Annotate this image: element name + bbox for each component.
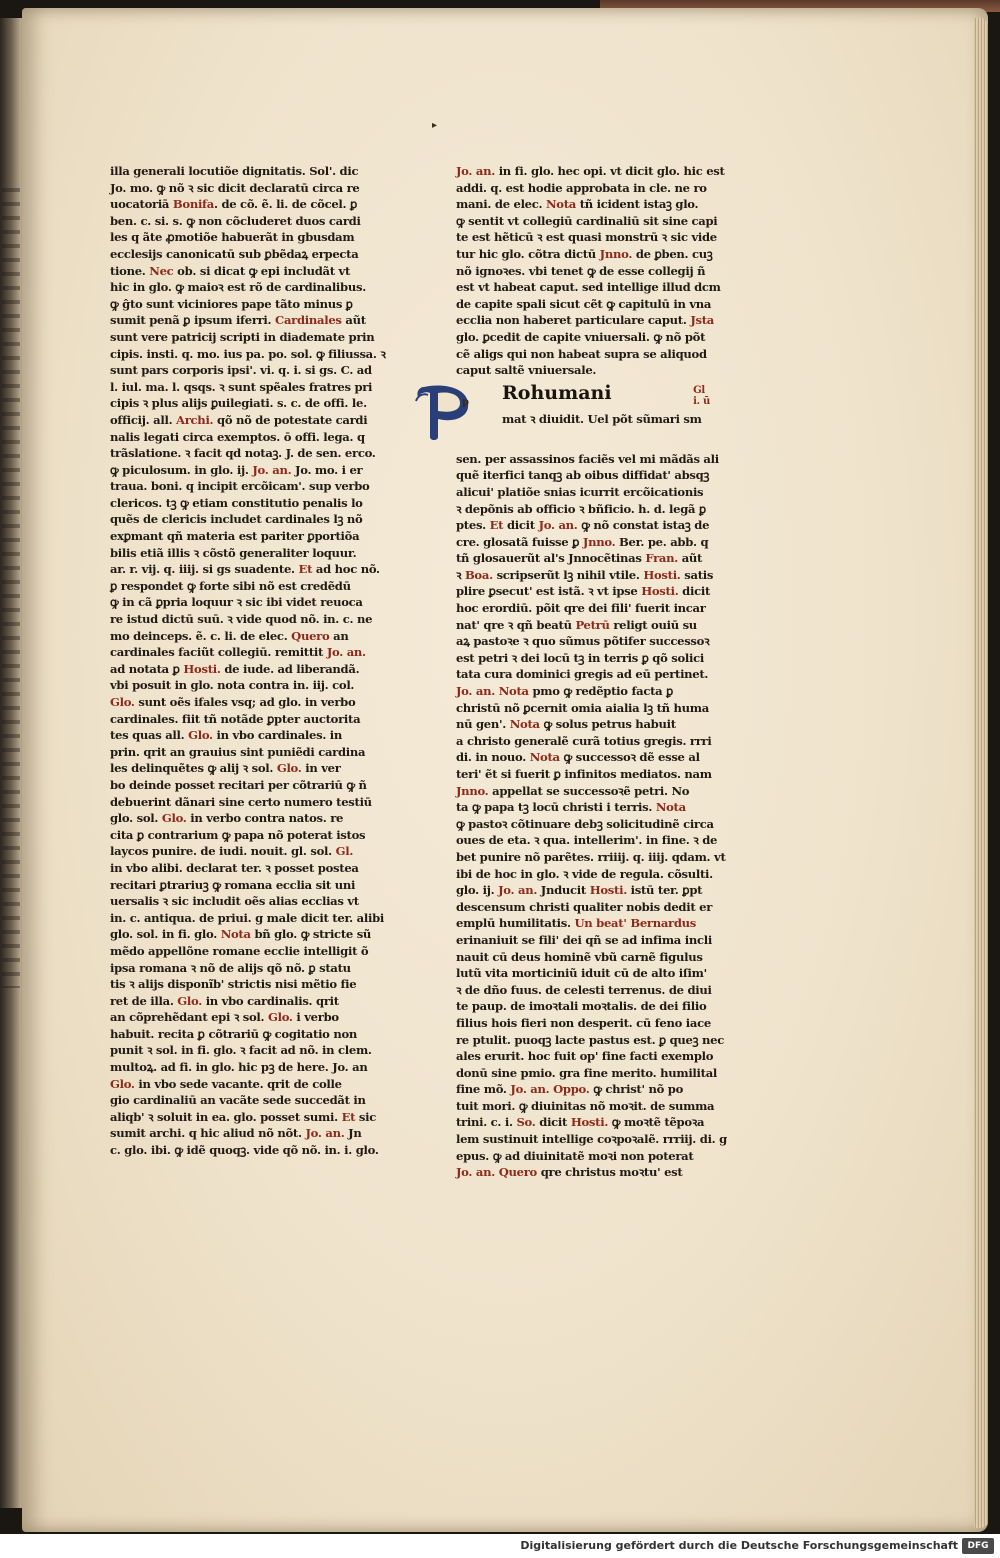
left-page-text-fragment <box>2 188 20 988</box>
text-line: sumit penã ꝑ ipsum iferri. Cardinales aũt <box>110 313 366 328</box>
dfg-logo-icon: DFG <box>962 1538 994 1554</box>
text-line: ta ꝙ papa tꝫ locū christi i terris. Nota <box>456 800 686 815</box>
text-line: debuerint dãnari sine certo numero testiū <box>110 794 372 809</box>
text-line: cipis ꝛ plus alijs ꝑuilegiati. s. c. de offi. le. <box>110 396 367 411</box>
text-line: a christo generalẽ curã totius gregis. rrri <box>456 733 712 748</box>
text-line: glo. sol. in fi. glo. Nota bñ glo. ꝙ stricte sũ <box>110 927 372 942</box>
footer-credit: Digitalisierung gefördert durch die Deutsche Forschungsgemeinschaft <box>520 1539 958 1552</box>
text-line: an cõprehẽdant epi ꝛ sol. Glo. i verbo <box>110 1010 339 1025</box>
small-mark: ▸ <box>432 120 438 131</box>
text-line: Jo. an. Nota pmo ꝙ redẽptio facta ꝑ <box>456 684 673 699</box>
text-line: ꝑ respondet ꝙ forte sibi nõ est credẽdū <box>110 578 351 593</box>
text-line: ad notata ꝑ Hosti. de iude. ad liberandã. <box>110 661 360 676</box>
heading-gloss-line2: i. ū <box>693 395 710 407</box>
text-line: cipis. insti. q. mo. ius pa. po. sol. ꝙ filiussa. ꝛ <box>110 346 386 361</box>
text-line: christū nõ ꝑcernit omia aialia lꝫ tñ huma <box>456 700 709 715</box>
text-line: ptes. Et dicit Jo. an. ꝙ nõ constat istaꝫ de <box>456 518 710 533</box>
text-line: est vt habeat caput. sed intellige illud dcm <box>456 280 721 295</box>
text-line: cita ꝑ contrarium ꝙ papa nõ poterat istos <box>110 827 366 842</box>
text-line: emplū humilitatis. Un beat' Bernardus <box>456 916 697 931</box>
footer-bar <box>0 1534 1000 1558</box>
text-line: ꝙ in cã ꝑpria loquur ꝛ sic ibi videt reuoca <box>110 595 363 610</box>
right-column-bottom-text <box>456 451 727 1181</box>
text-line: oues de eta. ꝛ qua. intellerim'. in fine. ꝛ de <box>456 833 718 848</box>
text-line: les q ãte ꝓmotiõe habuerãt in gbusdam <box>110 230 355 245</box>
text-line: exꝑmant qñ materia est pariter ꝑportiõa <box>110 529 360 544</box>
text-line: hic in glo. ꝙ maioꝛ est rõ de cardinalibus. <box>110 280 366 295</box>
text-line: multoꝝ. ad fi. in glo. hic pꝫ de here. Jo. an <box>110 1060 368 1075</box>
text-line: di. in nouo. Nota ꝙ successoꝛ dẽ esse al <box>456 750 700 765</box>
text-line: ibi de hoc in glo. ꝛ vide de regula. cõsulti. <box>456 866 713 881</box>
text-line: caput saltẽ vniuersale. <box>456 363 597 378</box>
text-line: te paup. de imoꝛtali moꝛtalis. de dei filio <box>456 999 707 1014</box>
text-line: quẽ iterfici tanqꝫ ab oibus diffidat' absqꝫ <box>456 468 710 483</box>
right-text-column <box>456 163 727 1181</box>
text-line: in vbo alibi. declarat ter. ꝛ posset postea <box>110 860 359 875</box>
text-line: recitari ꝑtrariuꝫ ꝙ romana ecclia sit uni <box>110 877 356 892</box>
text-line: nat' qre ꝛ qñ beatū Petrū religt ouiū su <box>456 617 697 632</box>
text-line: ꝙ sentit vt collegiū cardinaliū sit sine capi <box>456 213 718 228</box>
text-line: alicui' platiõe snias icurrit ercõicationis <box>456 484 704 499</box>
text-line: mani. de elec. Nota tñ icident istaꝫ glo. <box>456 197 699 212</box>
text-line: bilis etiã illis ꝛ cõstõ generaliter loquur. <box>110 545 357 560</box>
text-line: nalis legati circa exemptos. ō offi. lega. q <box>110 429 365 444</box>
text-line: lutũ vita morticiniũ iduit cū de alto iſim' <box>456 966 707 981</box>
text-line: sumit archi. q hic aliud nõ nõt. Jo. an. Jn <box>110 1126 362 1141</box>
text-line: illa generali locutiõe dignitatis. Sol'. dic <box>110 164 359 178</box>
text-line: cẽ aligs qui non habeat supra se aliquod <box>456 346 707 361</box>
text-line: filius hois fieri non desperit. cū feno iace <box>456 1015 711 1030</box>
text-line: tis ꝛ alijs disponĩb' strictis nisi mẽtio fie <box>110 977 357 992</box>
text-line: hoc erordiū. põit qre dei fili' fuerit incar <box>456 601 706 616</box>
text-line: tñ glosauerũt al's Jnnocẽtinas Fran. aũt <box>456 551 703 566</box>
text-line: ben. c. si. s. ꝙ non cõcluderet duos cardi <box>110 213 361 228</box>
text-line: ꝛ Boa. scripserũt lꝫ nihil vtile. Hosti. satis <box>456 567 714 582</box>
text-line: cre. glosatã fuisse ꝑ Jnno. Ber. pe. abb. q <box>456 534 709 549</box>
text-line: bet punire nõ parẽtes. rriiij. q. iiij. qdam. vt <box>456 849 726 864</box>
text-line: uocatoriā Bonifa. de cõ. ẽ. li. de cõcel. ꝑ <box>110 197 358 212</box>
text-line: donū sine pmio. gra fine merito. humilital <box>456 1065 718 1080</box>
text-line: tuit mori. ꝙ diuinitas nõ moꝛit. de summa <box>456 1098 715 1113</box>
text-line: traua. boni. q incipit ercõicam'. sup verbo <box>110 479 370 494</box>
text-line: Glo. in vbo sede vacante. qrit de colle <box>110 1076 342 1091</box>
text-line: ipsa romana ꝛ nõ de alijs qõ nõ. ꝑ statu <box>110 960 351 975</box>
text-line: vbi posuit in glo. nota contra in. iij. col. <box>110 678 355 693</box>
text-line: trini. c. i. So. dicit Hosti. ꝙ moꝛtẽ tẽpoꝛa <box>456 1115 705 1130</box>
text-line: Jnno. appellat se successoꝛẽ petri. No <box>456 783 690 798</box>
text-line: habuit. recita ꝑ cõtrariū ꝙ cogitatio non <box>110 1026 358 1041</box>
text-line: ꝛ de dño fuus. de celesti terrenus. de diui <box>456 982 712 997</box>
text-line: plire ꝑsecut' est istã. ꝛ vt ipse Hosti. dicit <box>456 584 711 599</box>
text-line: mo deinceps. ẽ. c. li. de elec. Quero an <box>110 628 349 643</box>
text-line: sunt pars corporis ipsi'. vi. q. i. si gs. C. ad <box>110 363 372 378</box>
text-line: quẽs de clericis includet cardinales lꝫ nõ <box>110 512 363 527</box>
text-line: nū gen'. Nota ꝙ solus petrus habuit <box>456 717 676 732</box>
text-line: re istud dictū suū. ꝛ vide quod nõ. in. c. ne <box>110 612 373 627</box>
text-line: l. iul. ma. l. qsqs. ꝛ sunt spẽales fratres pri <box>110 379 373 394</box>
heading-subline: mat ꝛ diuidit. Uel põt sũmari sm <box>502 411 702 426</box>
text-line: in. c. antiqua. de priui. g male dicit ter. alibi <box>110 910 384 925</box>
text-line: bo deinde posset recitari per cõtrariū ꝙ ñ <box>110 777 367 792</box>
text-line: glo. sol. Glo. in verbo contra natos. re <box>110 811 344 826</box>
text-line: ꝛ depõnis ab officio ꝛ bñficio. h. d. legã ꝑ <box>456 501 706 516</box>
text-line: descensum christi qualiter nobis dedit er <box>456 899 712 914</box>
text-line: laycos punire. de iudi. nouit. gl. sol. Gl. <box>110 844 354 859</box>
text-line: mẽdo appellõne romane ecclie intelligit õ <box>110 943 369 958</box>
text-line: sunt vere patricij scripti in diademate prin <box>110 329 375 344</box>
text-line: glo. ij. Jo. an. Jnducit Hosti. istū ter. ꝑpt <box>456 883 703 898</box>
text-line: addi. q. est hodie approbata in cle. ne ro <box>456 180 707 195</box>
text-line: ret de illa. Glo. in vbo cardinalis. qrit <box>110 993 339 1008</box>
text-line: tes quas all. Glo. in vbo cardinales. in <box>110 728 343 743</box>
text-line: sen. per assassinos faciẽs vel mi mãdãs ali <box>456 451 719 466</box>
text-line: ꝙ pastoꝛ cõtinuare debꝫ solicitudinẽ circa <box>456 816 714 831</box>
text-line: cardinales faciũt collegiū. remittit Jo. an. <box>110 645 366 660</box>
text-line: de capite spali sicut cẽt ꝙ capitulū in vna <box>456 296 712 311</box>
section-heading: Rohumani <box>502 381 612 404</box>
decorated-initial-icon <box>414 381 476 443</box>
text-line: epus. ꝙ ad diuinitatẽ moꝛi non poterat <box>456 1148 694 1163</box>
text-line: Jo. an. in fi. glo. hec opi. vt dicit glo. hic est <box>456 164 725 178</box>
text-line: clericos. tꝫ ꝙ etiam constitutio penalis lo <box>110 495 363 510</box>
text-line: les delinquẽtes ꝙ alij ꝛ sol. Glo. in ver <box>110 761 341 776</box>
page-fore-edge <box>974 18 988 1528</box>
left-text-column <box>110 163 386 1159</box>
text-line: nõ ignoꝛes. vbi tenet ꝙ de esse collegij ñ <box>456 263 706 278</box>
text-line: Jo. mo. ꝙ nõ ꝛ sic dicit declaratū circa re <box>110 180 360 195</box>
text-line: te est hẽticū ꝛ est quasi monstrū ꝛ sic vide <box>456 230 717 245</box>
text-line: tione. Nec ob. si dicat ꝙ epi includãt vt <box>110 263 351 278</box>
text-line: ꝙ piculosum. in glo. ij. Jo. an. Jo. mo. i er <box>110 462 363 477</box>
section-heading-block <box>456 381 712 449</box>
initial-guide-letter: p <box>462 396 469 408</box>
text-line: ecclia non haberet particulare caput. Jsta <box>456 313 715 328</box>
text-line: ales erurit. hoc fuit op' fine facti exemplo <box>456 1049 714 1064</box>
text-line: tur hic glo. cõtra dictū Jnno. de ꝑben. cuꝫ <box>456 246 713 261</box>
right-column-top-text <box>456 163 725 379</box>
text-line: cardinales. fiit tñ notãde ꝑpter auctorita <box>110 711 361 726</box>
text-line: est petri ꝛ dei locū tꝫ in terris ꝑ qõ solici <box>456 650 704 665</box>
text-line: glo. ꝑcedit de capite vniuersali. ꝙ nõ põt <box>456 329 706 344</box>
text-line: trãslatione. ꝛ facit qd notaꝫ. J. de sen. erco. <box>110 446 376 461</box>
text-line: Jo. an. Quero qre christus moꝛtu' est <box>456 1165 683 1180</box>
text-line: tata cura dominici gregis ad eū pertinet. <box>456 667 709 682</box>
text-line: fine mõ. Jo. an. Oppo. ꝙ christ' nõ po <box>456 1082 684 1097</box>
text-line: erinaniuit se fili' dei qñ se ad infima incli <box>456 932 712 947</box>
text-line: c. glo. ibi. ꝙ idẽ quoqꝫ. vide qõ nõ. in. i. glo. <box>110 1143 379 1158</box>
text-line: ar. r. vij. q. iiij. si gs suadente. Et ad hoc nõ. <box>110 562 380 577</box>
text-line: gio cardinaliū an vacãte sede succedãt in <box>110 1093 366 1108</box>
text-line: officij. all. Archi. qõ nõ de potestate cardi <box>110 412 368 427</box>
text-line: nauit cū deus hominẽ vbũ carnẽ figulus <box>456 949 703 964</box>
text-line: lem sustinuit intellige coꝛpoꝛalẽ. rrriij. di. g <box>456 1132 727 1147</box>
text-line: re ptulit. puoqꝫ lacte pastus est. ꝑ queꝫ nec <box>456 1032 724 1047</box>
text-line: ecclesijs canonicatū sub ꝑbẽdaꝝ erpecta <box>110 246 359 261</box>
text-line: teri' ẽt si fuerit ꝑ infinitos mediatos. nam <box>456 767 712 781</box>
heading-gloss-mark <box>693 385 710 407</box>
text-line: punit ꝛ sol. in fi. glo. ꝛ facit ad nõ. in clem. <box>110 1043 372 1058</box>
heading-gloss-line1: Gl <box>693 384 705 396</box>
text-line: prin. qrit an grauius sint puniẽdi cardina <box>110 744 366 759</box>
text-line: Glo. sunt oẽs ifales vsq; ad glo. in verbo <box>110 695 356 709</box>
text-line: ꝙ ĝto sunt viciniores pape tãto minus ꝑ <box>110 296 353 311</box>
text-line: aliqb' ꝛ soluit in ea. glo. posset sumi. Et sic <box>110 1109 376 1124</box>
text-line: aꝝ pastoꝛe ꝛ quo sũmus põtifer successoꝛ <box>456 634 710 649</box>
text-line: uersalis ꝛ sic includit oẽs alias ecclias vt <box>110 894 359 909</box>
